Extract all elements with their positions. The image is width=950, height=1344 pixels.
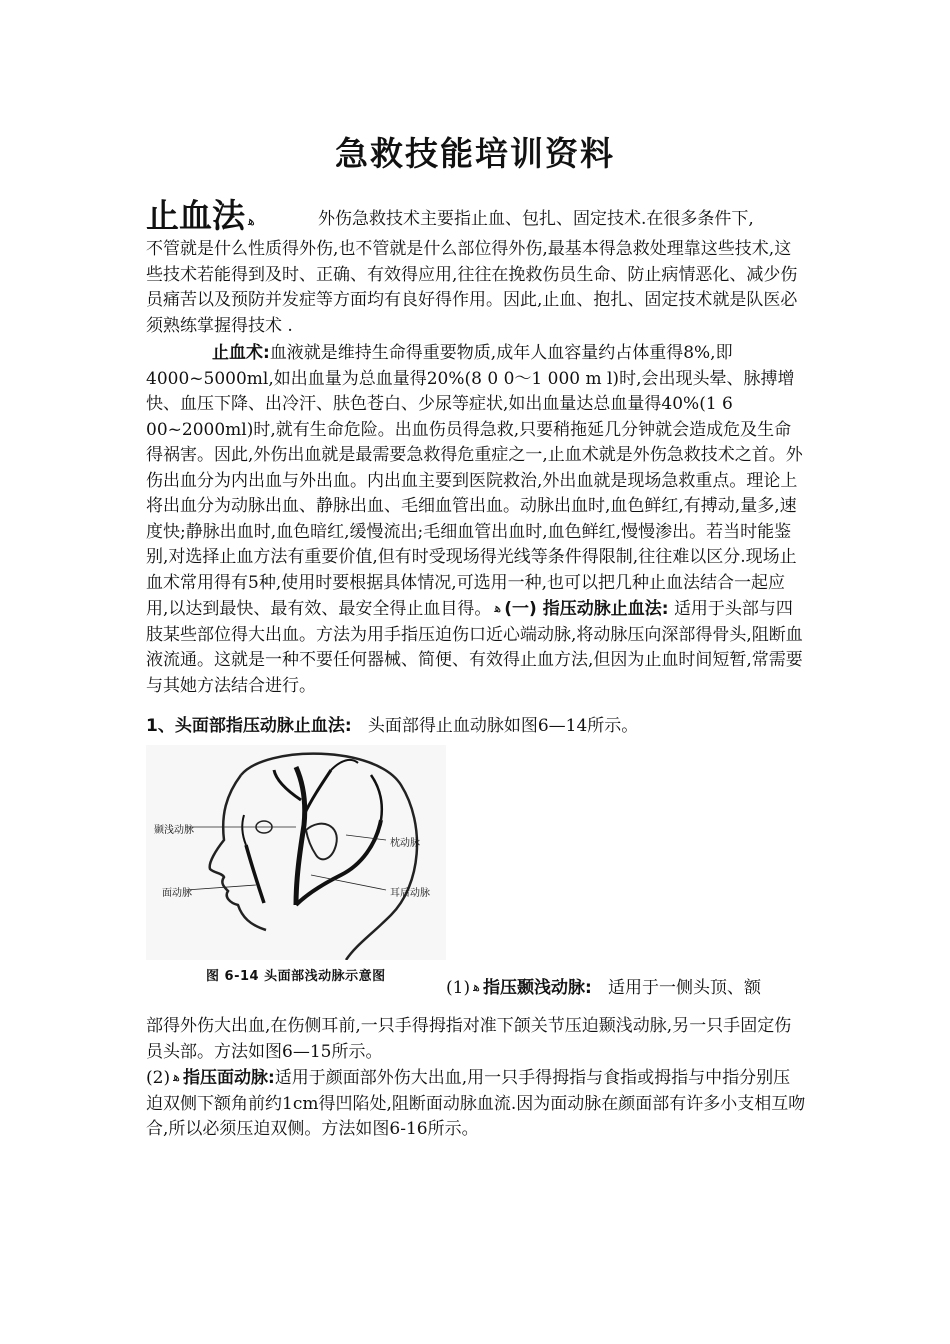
sub2-text: 适用于颜面部外伤大出血,用一只手得拇指与食指或拇指与中指分别压迫双侧下额角前约1cm得凹陷处,阻断面动脉血流.因为面动脉在颜面部有许多小支相互吻合,所以必须压迫双侧。方法如图6-16所示。	[146, 1068, 806, 1139]
sub1-heading: 指压颞浅动脉:	[482, 978, 592, 998]
sub2-paragraph	[146, 1065, 806, 1143]
head-artery-illustration	[146, 745, 446, 960]
figure-caption: 图 6-14 头面部浅动脉示意图	[206, 969, 386, 984]
hemostasis-label: 止血术:	[212, 343, 270, 363]
hemostasis-text: 血液就是维持生命得重要物质,成年人血容量约占体重得8%,即4000~5000ml,如出血量为总血量得20%(8 0 0～1 000 m l)时,会出现头晕、脉搏增快、血压下降、出冷汗、肤色苍白、少尿等症状,如出血量达总血量得40%(1 6 00~2000ml)时,就有生命危险。出血伤员得急救,只要稍拖延几分钟就会造成危及生命得祸害。因此,外伤出血就是最需要急救得危重症之一,止血术就是外伤急救技术之首。外伤出血分为内出血与外出血。内出血主要到医院救治,外出血就是现场急救重点。理论上将出血分为动脉出血、静脉出血、毛细血管出血。动脉出血时,血色鲜红,有搏动,量多,速度快;静脉出血时,血色暗红,缓慢流出;毛细血管出血时,血色鲜红,慢慢渗出。若当时能鉴别,对选择止血方法有重要价值,但有时受现场得光线等条件得限制,往往难以区分.现场止血术常用得有5种,使用时要根据具体情况,可选用一种,也可以把几种止血法结合一起应用,以达到最快、最有效、最安全得止血目得。	[146, 343, 803, 619]
sub1-prefix: (1)	[446, 978, 471, 998]
item1-heading: 1、头面部指压动脉止血法:	[146, 716, 352, 736]
bullet-mark: ﻫ	[494, 601, 502, 616]
sub2-heading: 指压面动脉:	[182, 1068, 275, 1088]
sub1-paragraph: 部得外伤大出血,在伤侧耳前,一只手得拇指对准下颌关节压迫颞浅动脉,另一只手固定伤员头部。方法如图6—15所示。	[146, 1016, 792, 1062]
label-temporal-artery: 颞浅动脉	[154, 825, 194, 836]
hemostasis-paragraph	[146, 341, 806, 699]
item1-text: 头面部得止血动脉如图6—14所示。	[367, 716, 639, 736]
intro-paragraph: 不管就是什么性质得外伤,也不管就是什么部位得外伤,最基本得急救处理靠这些技术,这些技术若能得到及时、正确、有效得应用,往往在挽救伤员生命、防止病情恶化、减少伤员痛苦以及预防并发症等方面均有良好得作用。因此,止血、抱扎、固定技术就是队医必须熟练掌握得技术 .	[146, 239, 798, 336]
bullet-mark: ﻫ	[248, 214, 255, 229]
section-heading-text: 止血法	[146, 196, 245, 235]
head-artery-figure	[146, 745, 446, 995]
pressure-method-text: 适用于头部与四肢某些部位得大出血。方法为用手指压迫伤口近心端动脉,将动脉压向深部得骨头,阻断血液流通。这就是一种不要任何器械、简便、有效得止血方法,但因为止血时间短暂,常需要与其她方法结合进行。	[146, 599, 803, 696]
sub2-prefix: (2)	[146, 1068, 171, 1088]
pressure-method-heading: (一) 指压动脉止血法:	[504, 599, 669, 619]
sub1-text-line1: 适用于一侧头顶、额	[607, 978, 761, 998]
document-title: 急救技能培训资料	[335, 134, 615, 173]
item1-line	[146, 714, 806, 740]
intro-first-line: 外伤急救技术主要指止血、包扎、固定技术.在很多条件下,	[318, 209, 754, 229]
label-occipital-artery: 枕动脉	[390, 838, 420, 849]
bullet-mark: ﻫ	[473, 980, 480, 995]
bullet-mark: ﻫ	[173, 1070, 180, 1085]
label-posterior-auricular-artery: 耳后动脉	[390, 888, 430, 899]
sub1-first-line	[446, 975, 761, 1002]
section-heading	[146, 196, 258, 242]
label-facial-artery: 面动脉	[162, 888, 192, 899]
